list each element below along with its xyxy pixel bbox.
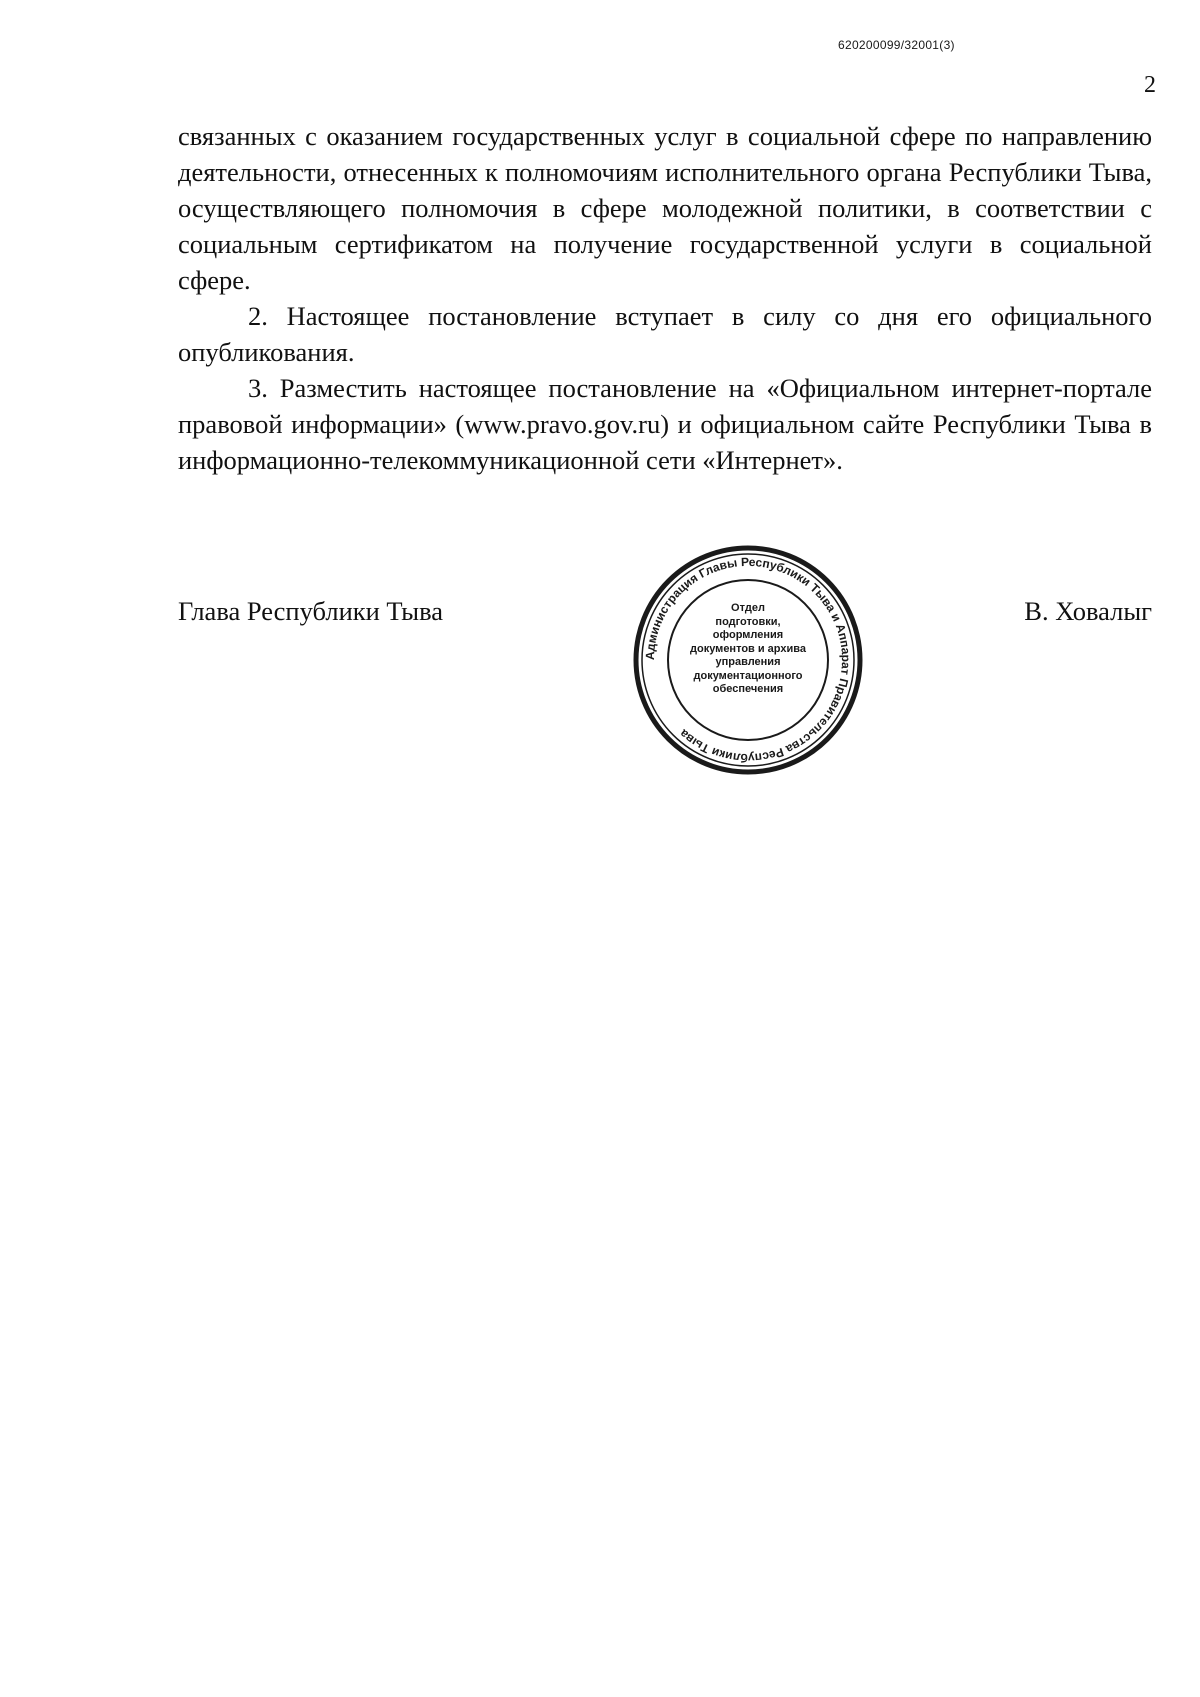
signatory-name: В. Ховалыг (1024, 596, 1152, 626)
document-body (178, 118, 1152, 478)
document-id: 620200099/32001(3) (838, 38, 955, 52)
signatory-position: Глава Республики Тыва (178, 596, 444, 626)
seal-line: обеспечения (712, 683, 784, 695)
paragraph-continuation: связанных с оказанием государственных услуг в социальной сфере по направлению деятельности, отнесенных к полномочиям исполнительного органа Республики Тыва, осуществляющего полномочия в сфере молодежной политики, в соответствии с социальным сертификатом на получение государственной услуги в социальной сфере. (178, 121, 1152, 295)
paragraph-2: 2. Настоящее постановление вступает в силу со дня его официального опубликования. (178, 301, 1152, 367)
seal-center-text (678, 602, 818, 697)
seal-line: Отдел (731, 602, 765, 614)
seal-line: подготовки, (715, 615, 781, 628)
paragraph-3: 3. Разместить настоящее постановление на «Официальном интернет-портале правовой информации» (www.pravo.gov.ru) и официальном сайте Республики Тыва в информационно-телекоммуникационной сети «Интернет». (178, 373, 1152, 475)
seal-line: документационного (693, 669, 803, 682)
official-seal (628, 540, 868, 780)
page-number: 2 (1144, 72, 1156, 98)
seal-line: документов и архива (690, 642, 806, 655)
seal-line: управления (715, 656, 781, 668)
seal-line: оформления (712, 629, 784, 641)
seal-ring-text: Администрация Главы Республики Тыва и Аппарат Правительства Республики Тыва (642, 554, 854, 766)
